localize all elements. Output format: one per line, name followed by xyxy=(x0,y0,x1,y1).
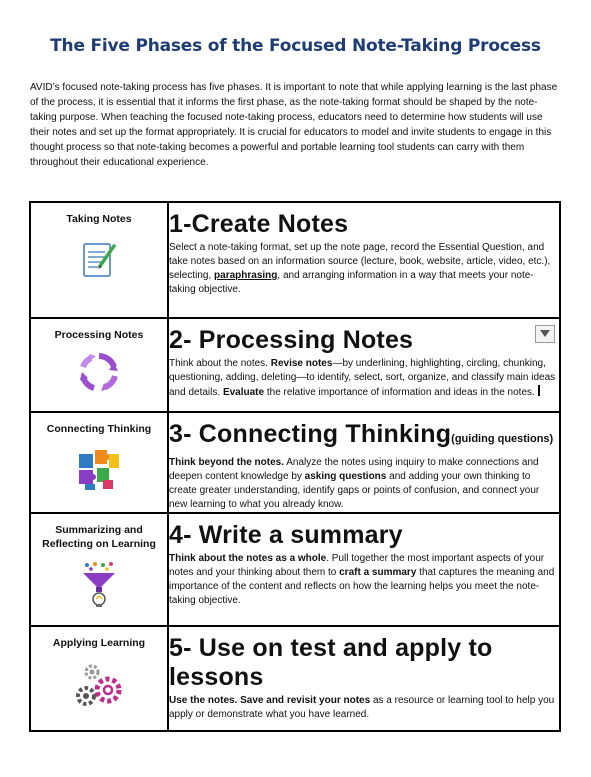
phase-description-5: Use the notes. Save and revisit your notes as a resource or learning tool to help you apply or demonstrate what you have learned. xyxy=(169,695,555,720)
dropdown-toggle[interactable] xyxy=(535,325,555,343)
cycle-arrows-icon xyxy=(77,350,121,394)
phase-heading-1: 1-Create Notes xyxy=(169,210,349,238)
intro-paragraph: AVID’s focused note-taking process has five phases. It is important to note that while applying learning is the last phase of the process, it is essential that it informs the first phase, as the note-taking format should be shaped by the note-taking purpose. When teaching the focused note-taking process, educators need to determine how students will use their notes and set up the format appropriately. It is crucial for educators to model and invite students to engage in this thought process so that note-taking becomes a powerful and portable learning tool students can carry with them throughout their educational experience. xyxy=(30,82,558,168)
text-cursor xyxy=(538,385,540,396)
phase-label-cell xyxy=(30,513,168,626)
phase-description-1: Select a note-taking format, set up the note page, record the Essential Question, and take notes based on an information source (lecture, book, website, article, video, etc.), selecting, paraphrasing, and arranging information in a way that meets your note-taking objective. xyxy=(169,242,551,295)
phase-label-cell xyxy=(30,202,168,318)
phase-name-summarizing: Summarizing and Reflecting on Learning xyxy=(42,524,156,550)
funnel-lightbulb-icon xyxy=(79,561,119,609)
phase-name-taking-notes: Taking Notes xyxy=(66,213,132,225)
chevron-down-icon xyxy=(540,330,550,337)
notepad-pencil-icon xyxy=(78,238,120,280)
phase-row-2 xyxy=(30,318,560,412)
phase-name-applying-learning: Applying Learning xyxy=(52,637,146,649)
phase-description-3: Think beyond the notes. Analyze the notes using inquiry to make connections and deepen content knowledge by asking questions and adding your own thinking to create greater understanding, identify gaps or points of confusion, and connect your new learning to what you already know. xyxy=(169,457,540,510)
phase-content-cell xyxy=(168,202,560,318)
document-title: The Five Phases of the Focused Note-Taking Process xyxy=(50,36,541,56)
phase-row-4 xyxy=(30,513,560,626)
phase-heading-3-sub: (guiding questions) xyxy=(451,433,554,445)
phase-label-cell xyxy=(30,318,168,412)
phase-row-3 xyxy=(30,412,560,513)
phase-name-connecting-thinking: Connecting Thinking xyxy=(46,423,152,435)
phases-table xyxy=(29,201,561,732)
phase-description-4: Think about the notes as a whole. Pull together the most important aspects of your notes and your thinking about them to craft a summary that captures the meaning and importance of the content and reflects on how the learning helps you meet the note-taking objective. xyxy=(169,553,555,606)
phase-content-cell xyxy=(168,318,560,412)
phase-heading-4: 4- Write a summary xyxy=(169,521,403,549)
phase-row-1 xyxy=(30,202,560,318)
phase-label-cell xyxy=(30,626,168,731)
phase-description-2: Think about the notes. Revise notes—by underlining, highlighting, circling, chunking, questioning, adding, deleting—to identify, select, sort, organize, and classify main ideas and details. Evaluate the relative importance of information and ideas in the notes. xyxy=(169,358,556,398)
gears-icon xyxy=(72,660,126,710)
phase-heading-3: 3- Connecting Thinking(guiding questions) xyxy=(169,420,554,448)
phase-heading-2: 2- Processing Notes xyxy=(169,326,414,354)
phase-content-cell xyxy=(168,412,560,513)
phase-label-cell xyxy=(30,412,168,513)
puzzle-pieces-icon xyxy=(75,446,123,492)
phase-content-cell xyxy=(168,626,560,731)
phase-row-5 xyxy=(30,626,560,731)
phase-content-cell xyxy=(168,513,560,626)
phase-heading-5: 5- Use on test and apply to lessons xyxy=(169,634,493,691)
phase-name-processing-notes: Processing Notes xyxy=(54,329,144,341)
